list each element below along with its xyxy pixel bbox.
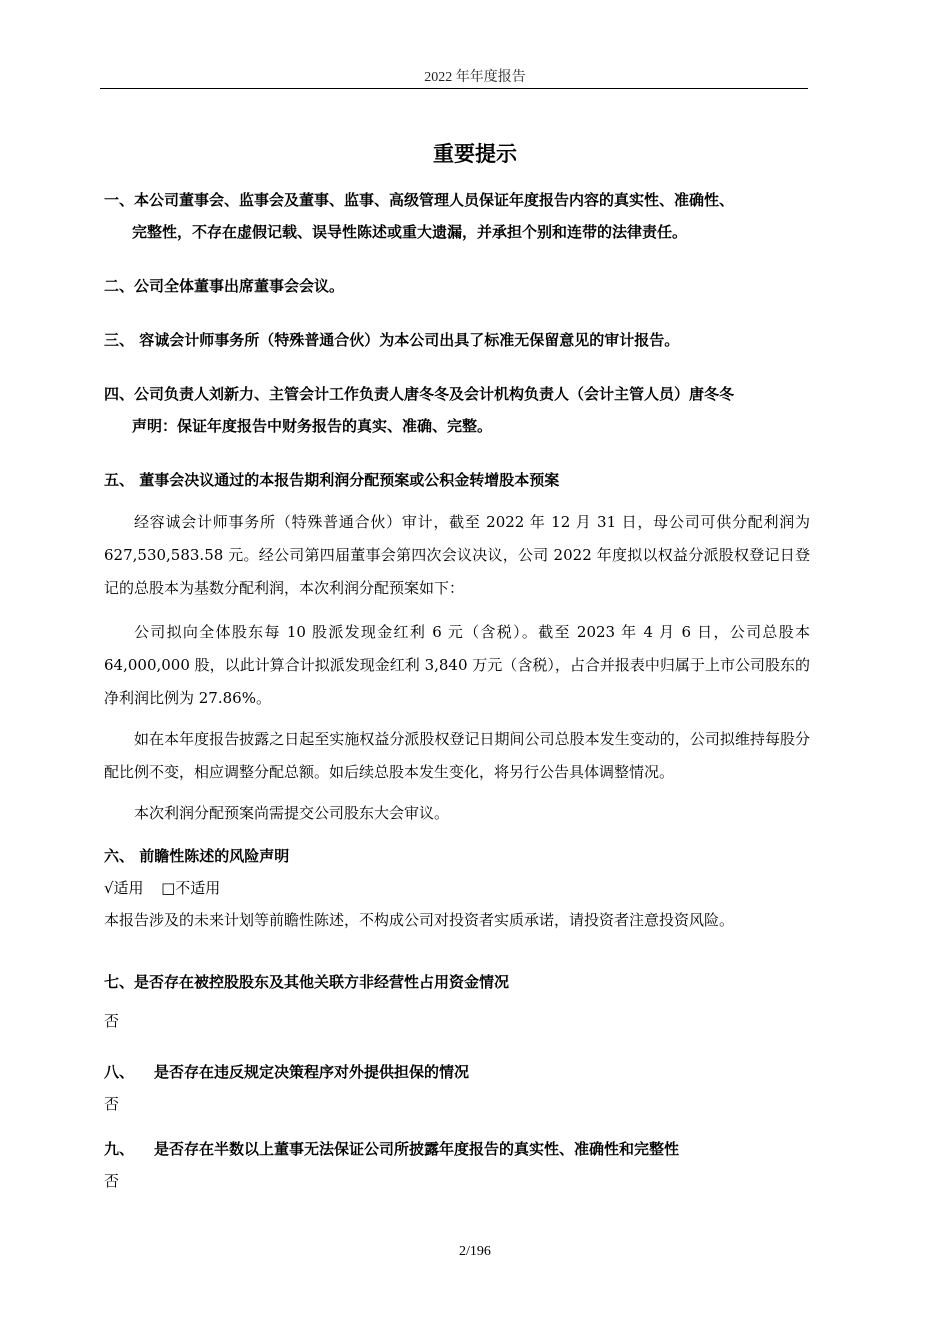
checkbox-applicable: √适用	[104, 879, 144, 897]
section-eight-number: 八、	[104, 1063, 135, 1081]
section-five-heading: 五、 董事会决议通过的本报告期利润分配预案或公积金转增股本预案	[104, 471, 560, 489]
page-title: 重要提示	[433, 142, 517, 166]
section-nine-title: 是否存在半数以上董事无法保证公司所披露年度报告的真实性、准确性和完整性	[154, 1140, 680, 1158]
section-five-paragraph-1: 经容诚会计师事务所（特殊普通合伙）审计，截至 2022 年 12 月 31 日，母公司可供分配利润为 627,530,583.58 元。经公司第四届董事会第四次会议决议，公司 2022 年度拟以权益分派股权登记日登记的总股本为基数分配利润，本次利润分配预案如下：	[104, 513, 810, 597]
section-four	[104, 378, 814, 442]
section-three: 三、 容诚会计师事务所（特殊普通合伙）为本公司出具了标准无保留意见的审计报告。	[104, 331, 680, 349]
section-four-line2: 声明：保证年度报告中财务报告的真实、准确、完整。	[132, 417, 493, 435]
section-six-heading: 六、 前瞻性陈述的风险声明	[104, 847, 290, 865]
header-divider	[100, 88, 808, 89]
section-one	[104, 184, 814, 248]
section-five-paragraph-2: 公司拟向全体股东每 10 股派发现金红利 6 元（含税）。截至 2023 年 4 月 6 日，公司总股本 64,000,000 股，以此计算合计拟派发现金红利 3,840 万元（含税），占合并报表中归属于上市公司股东的净利润比例为 27.86%。	[104, 623, 810, 707]
page-number: 2/196	[459, 1244, 491, 1259]
checkbox-not-applicable: □不适用	[161, 879, 221, 897]
section-seven-heading: 七、是否存在被控股股东及其他关联方非经营性占用资金情况	[104, 973, 510, 991]
section-five-paragraph-4: 本次利润分配预案尚需提交公司股东大会审议。	[134, 804, 450, 822]
section-two: 二、公司全体董事出席董事会会议。	[104, 277, 345, 295]
section-seven-answer: 否	[104, 1012, 120, 1030]
section-nine-heading	[104, 1133, 814, 1165]
section-eight-heading	[104, 1056, 814, 1088]
applicability-checkboxes	[104, 873, 810, 903]
running-header: 2022 年年度报告	[424, 70, 526, 85]
section-six-text: 本报告涉及的未来计划等前瞻性陈述，不构成公司对投资者实质承诺，请投资者注意投资风险。	[104, 911, 735, 929]
section-one-line1: 一、本公司董事会、监事会及董事、监事、高级管理人员保证年度报告内容的真实性、准确性、	[104, 191, 735, 209]
section-eight-title: 是否存在违反规定决策程序对外提供担保的情况	[154, 1063, 470, 1081]
section-one-line2: 完整性，不存在虚假记载、误导性陈述或重大遗漏，并承担个别和连带的法律责任。	[132, 223, 688, 241]
section-nine-number: 九、	[104, 1140, 135, 1158]
section-four-line1: 四、公司负责人刘新力、主管会计工作负责人唐冬冬及会计机构负责人（会计主管人员）唐冬冬	[104, 385, 735, 403]
section-eight-answer: 否	[104, 1095, 120, 1113]
section-five-paragraph-3: 如在本年度报告披露之日起至实施权益分派股权登记日期间公司总股本发生变动的，公司拟维持每股分配比例不变，相应调整分配总额。如后续总股本发生变化，将另行公告具体调整情况。	[104, 730, 810, 781]
section-nine-answer: 否	[104, 1172, 120, 1190]
